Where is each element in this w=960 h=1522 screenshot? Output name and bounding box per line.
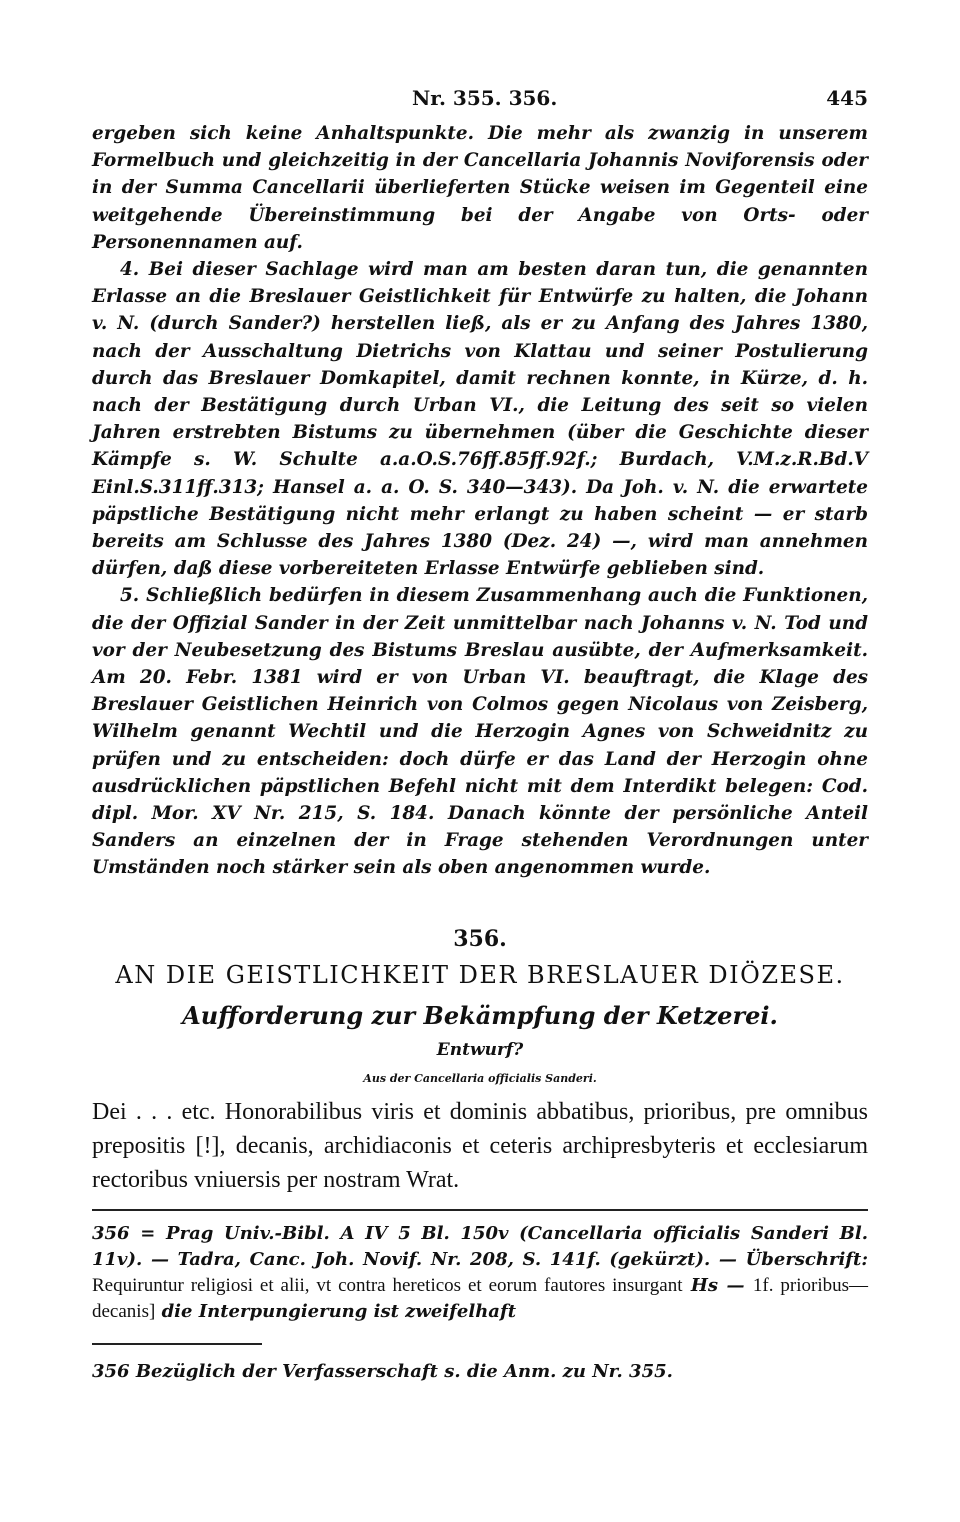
running-title: Nr. 355. 356.: [412, 86, 558, 110]
page-number: 445: [826, 86, 868, 110]
critical-apparatus: [92, 1221, 868, 1325]
apparatus-part-2: Requiruntur religiosi et alii, vt contra hereticos et eorum fautores insurgant: [92, 1274, 683, 1296]
commentary: [92, 120, 868, 882]
running-header: [92, 86, 868, 120]
latin-text: Dei . . . etc. Honorabilibus viris et dominis abbatibus, prioribus, pre omnibus prepositis [!], decanis, archidiaconis et ceteris archipresbyteris et ecclesiarum rectoribus vniuersis per nostram Wrat.: [92, 1098, 868, 1193]
apparatus-part-5: die Interpungierung ist zweifelhaft: [155, 1300, 517, 1322]
apparatus-part-4: 1f. prioribus—decanis]: [92, 1274, 868, 1322]
source-note: Aus der Cancellaria officialis Sanderi.: [363, 1071, 597, 1085]
commentary-paragraph-1: ergeben sich keine Anhaltspunkte. Die mehr als zwanzig in unserem Formelbuch und gleichzeitig in der Cancellaria Johannis Noviforensis oder in der Summa Cancellarii überlieferten Stücke weisen im Gegenteil eine weitgehende Übereinstimmung bei der Angabe von Orts- oder Personennamen auf.: [92, 123, 868, 253]
footnote: 356 Bezüglich der Verfasserschaft s. die Anm. zu Nr. 355.: [92, 1360, 673, 1382]
commentary-paragraph-3: 5. Schließlich bedürfen in diesem Zusammenhang auch die Funktionen, die der Offizial Sander in der Zeit unmittelbar nach Johanns v. N. Tod und vor der Neubesetzung des Bistums Breslau ausübte, der Aufmerksamkeit. Am 20. Febr. 1381 wird er von Urban VI. beauftragt, die Klage des Breslauer Geistlichen Heinrich von Colmos gegen Nicolaus von Zeisberg, Wilhelm genannt Wechtil und die Herzogin Agnes von Schweidnitz zu prüfen und zu entscheiden: doch dürfe er das Land der Herzogin ohne ausdrücklichen päpstlichen Befehl nicht mit dem Interdikt belegen: Cod. dipl. Mor. XV Nr. 215, S. 184. Danach könnte der persönliche Anteil Sanders an einzelnen der in Frage stehenden Verordnungen unter Umständen noch stärker sein als oben angenommen wurde.: [92, 585, 868, 879]
draft-note: Entwurf?: [436, 1039, 524, 1060]
document-title: AN DIE GEISTLICHKEIT DER BRESLAUER DIÖZESE.: [115, 960, 845, 989]
apparatus-divider: [92, 1209, 868, 1211]
commentary-paragraph-2: 4. Bei dieser Sachlage wird man am besten daran tun, die genannten Erlasse an die Breslauer Geistlichkeit für Entwürfe zu halten, die Johann v. N. (durch Sander?) herstellen ließ, als er zu Anfang des Jahres 1380, nach der Ausschaltung Dietrichs von Klattau und seiner Postulierung durch das Breslauer Domkapitel, damit rechnen konnte, in Kürze, d. h. nach der Bestätigung durch Urban VI., die Leitung des seit so vielen Jahren erstrebten Bistums zu übernehmen (über die Geschichte dieser Kämpfe s. W. Schulte a.a.O.S.76ff.85ff.92f.; Burdach, V.M.z.R.Bd.V Einl.S.311ff.313; Hansel a. a. O. S. 340—343). Da Joh. v. N. die erwartete päpstliche Bestätigung nicht mehr erlangt zu haben scheint — er starb bereits am Schlusse des Jahres 1380 (Dez. 24) —, wird man annehmen dürfen, daß diese vorbereiteten Erlasse Entwürfe geblieben sind.: [92, 259, 868, 580]
page: [92, 86, 868, 1385]
footnote-divider: [92, 1343, 262, 1345]
document-subtitle: Aufforderung zur Bekämpfung der Ketzerei.: [182, 1000, 778, 1030]
document-number: 356.: [453, 925, 507, 952]
apparatus-part-1: 356 = Prag Univ.-Bibl. A IV 5 Bl. 150v (Cancellaria officialis Sanderi Bl. 11v). — Tadra, Canc. Joh. Novif. Nr. 208, S. 141f. (gekürzt). — Überschrift:: [92, 1222, 868, 1270]
apparatus-part-3: Hs —: [682, 1274, 753, 1296]
